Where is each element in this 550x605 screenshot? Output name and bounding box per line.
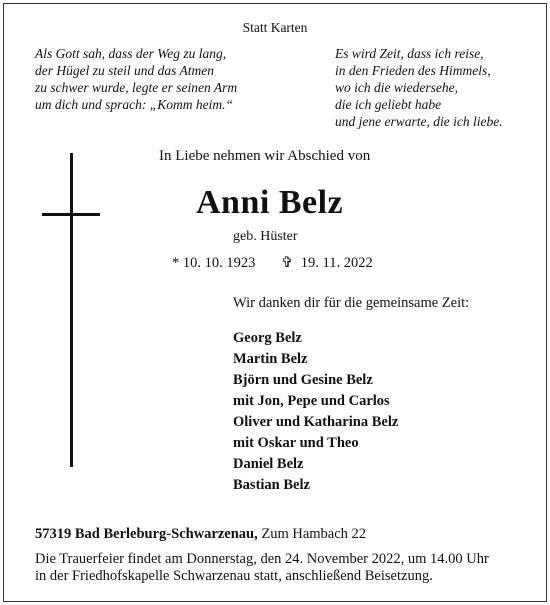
poem-left-line: der Hügel zu steil und das Atmen [35,63,214,78]
cross-vertical-bar [70,153,73,467]
poem-left-line: zu schwer wurde, legte er seinen Arm [35,80,238,95]
mourner: Georg Belz [233,330,302,346]
address-city: 57319 Bad Berleburg-Schwarzenau, [35,526,258,542]
funeral-line: Die Trauerfeier findet am Donnerstag, den 24. November 2022, um 14.00 Uhr [35,551,489,567]
poem-right-line: die ich geliebt habe [335,97,442,112]
birth-date: * 10. 10. 1923 [172,255,256,271]
mourners-list [233,328,398,496]
funeral-info [35,551,489,585]
poem-left [35,45,237,113]
family-address [35,526,366,543]
mourner: Björn und Gesine Belz [233,372,373,388]
poem-right-line: und jene erwarte, die ich liebe. [335,114,503,129]
deceased-name: Anni Belz [196,184,344,221]
mourner: mit Oskar und Theo [233,435,359,451]
mourner: Daniel Belz [233,456,304,472]
poem-left-line: Als Gott sah, dass der Weg zu lang, [35,46,227,61]
mourner: Martin Belz [233,351,308,367]
poem-left-line: um dich und sprach: „Komm heim.“ [35,97,233,112]
thanks-line: Wir danken dir für die gemeinsame Zeit: [233,295,470,311]
poem-right-line: in den Frieden des Himmels, [335,63,491,78]
address-street: Zum Hambach 22 [261,526,367,542]
funeral-line: in der Friedhofskapelle Schwarzenau statt, anschließend Beisetzung. [35,568,433,584]
birth-name: geb. Hüster [233,229,298,244]
statt-karten-heading: Statt Karten [242,20,308,35]
death-date: 19. 11. 2022 [300,255,373,271]
life-dates [172,255,373,272]
mourner: Oliver und Katharina Belz [233,414,399,430]
poem-right-line: wo ich die wiedersehe, [335,80,458,95]
cross-icon: ✞ [281,255,294,271]
poem-right [335,45,503,130]
mourner: mit Jon, Pepe und Carlos [233,393,390,409]
poem-right-line: Es wird Zeit, dass ich reise, [335,46,484,61]
cross-horizontal-bar [42,213,100,216]
mourner: Bastian Belz [233,477,310,493]
farewell-intro: In Liebe nehmen wir Abschied von [159,148,371,164]
